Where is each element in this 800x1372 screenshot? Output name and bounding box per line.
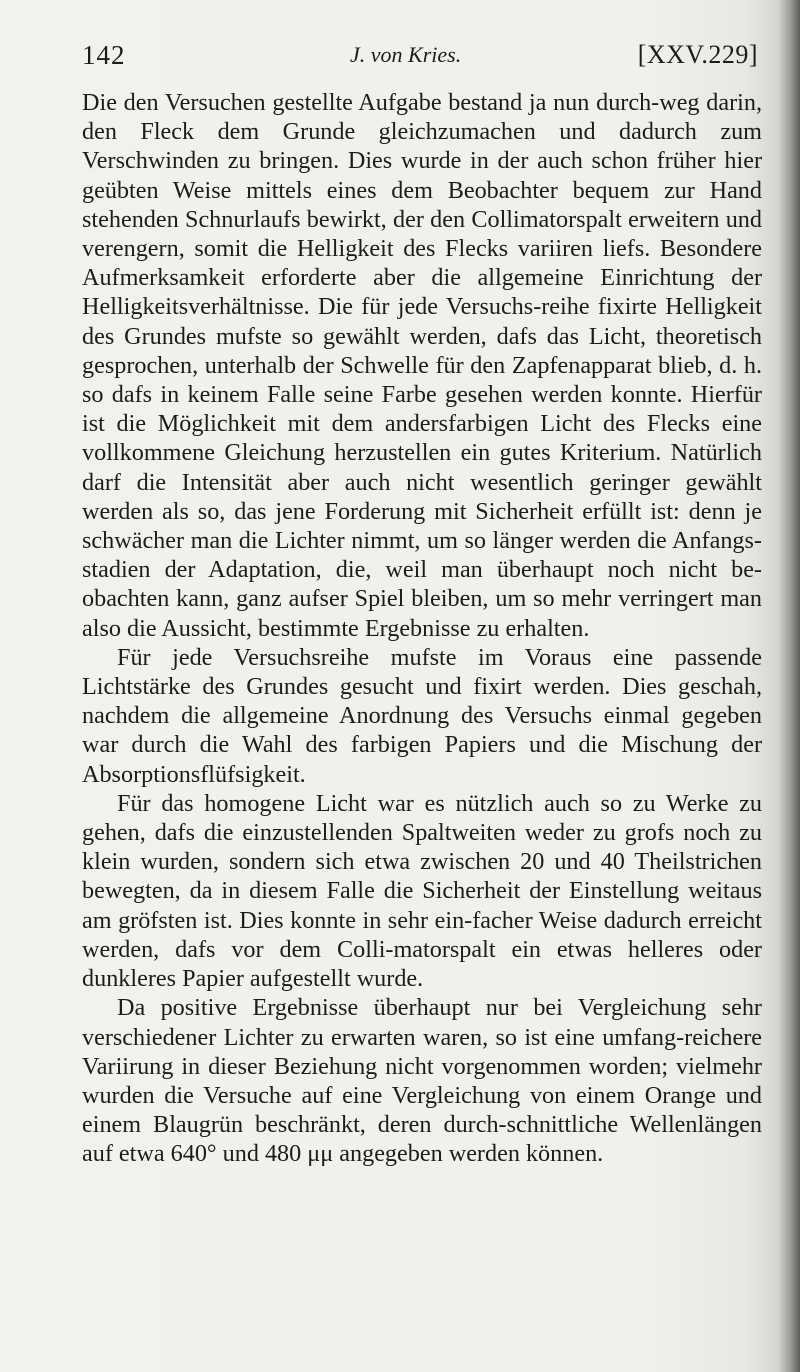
- body-text: [82, 88, 762, 1169]
- paragraph-2: Für jede Versuchsreihe mufste im Voraus eine passende Lichtstärke des Grundes gesucht und fixirt werden. Dies geschah, nachdem die allgemeine Anordnung des Versuchs einmal gegeben war durch die Wahl des farbigen Papiers und die Mischung der Absorptionsflüfsigkeit.: [82, 643, 762, 788]
- paragraph-3: Für das homogene Licht war es nützlich auch so zu Werke zu gehen, dafs die einzustellenden Spaltweiten weder zu grofs noch zu klein wurden, sondern sich etwa zwischen 20 und 40 Theilstrichen bewegten, da in diesem Falle die Sicherheit der Einstellung weitaus am gröfsten ist. Dies konnte in sehr ein-facher Weise dadurch erreicht werden, dafs vor dem Colli-matorspalt ein etwas helleres oder dunkleres Papier aufgestellt wurde.: [82, 789, 762, 993]
- page-header: [82, 40, 762, 80]
- page-number: 142: [82, 40, 126, 70]
- section-reference: [XXV.229]: [637, 40, 758, 69]
- paragraph-4: Da positive Ergebnisse überhaupt nur bei Vergleichung sehr verschiedener Lichter zu erwarten waren, so ist eine umfang-reichere Variirung in dieser Beziehung nicht vorgenommen worden; vielmehr wurden die Versuche auf eine Vergleichung von einem Orange und einem Blaugrün beschränkt, deren durch-schnittliche Wellenlängen auf etwa 640° und 480 μμ angegeben werden können.: [82, 994, 762, 1168]
- page-gutter-shadow: [778, 0, 800, 1372]
- running-head-author: J. von Kries.: [350, 42, 462, 67]
- paragraph-1: Die den Versuchen gestellte Aufgabe bestand ja nun durch-weg darin, den Fleck dem Grunde gleichzumachen und dadurch zum Verschwinden zu bringen. Dies wurde in der auch schon früher hier geübten Weise mittels eines dem Beobachter bequem zur Hand stehenden Schnurlaufs bewirkt, der den Collimatorspalt erweitern und verengern, somit die Helligkeit des Flecks variiren liefs. Besondere Aufmerksamkeit erforderte aber die allgemeine Einrichtung der Helligkeitsverhältnisse. Die für jede Versuchs-reihe fixirte Helligkeit des Grundes mufste so gewählt werden, dafs das Licht, theoretisch gesprochen, unterhalb der Schwelle für den Zapfenapparat blieb, d. h. so dafs in keinem Falle seine Farbe gesehen werden konnte. Hierfür ist die Möglichkeit mit dem andersfarbigen Licht des Flecks eine vollkommene Gleichung herzustellen ein gutes Kriterium. Natürlich darf die Intensität aber auch nicht wesentlich geringer gewählt werden als so, das jene Forderung mit Sicherheit erfüllt ist: denn je schwächer man die Lichter nimmt, um so länger werden die Anfangs-stadien der Adaptation, die, weil man überhaupt noch nicht be-obachten kann, ganz aufser Spiel bleiben, um so mehr verringert man also die Aussicht, bestimmte Ergebnisse zu erhalten.: [82, 89, 762, 642]
